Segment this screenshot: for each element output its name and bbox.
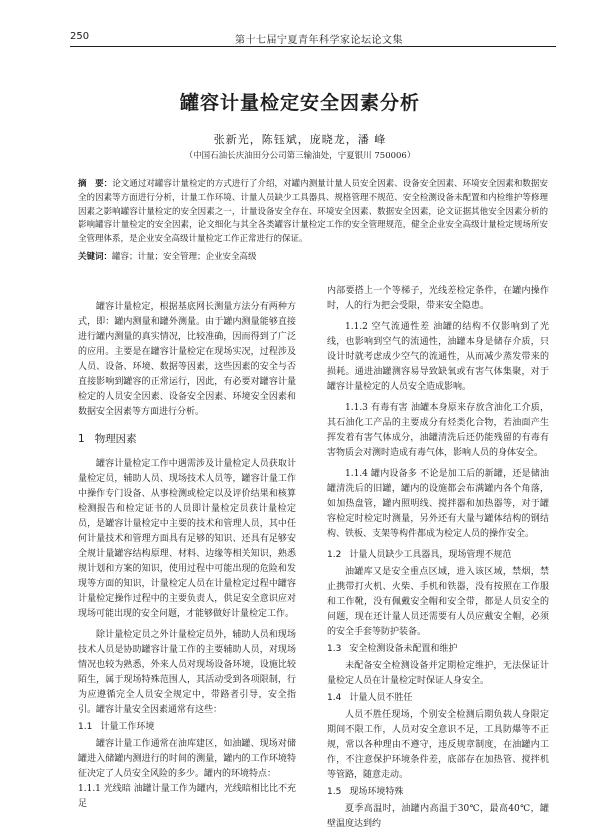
subsection-1-5-number: 1.5 — [327, 787, 342, 797]
subsection-1-4-text: 人员不胜任现场，个别安全检测后期负载人身限定期间不限工作，人员对安全意识不足，工具防爆等不正规，常以各种理由不遵守，违反规章制度，在油罐内工作，不注意保护环境条件差，底部存在加热管、搅拌机等管路，随意走动。 — [327, 710, 549, 780]
subsection-1-3-heading — [327, 642, 549, 657]
subsection-1-1-1 — [78, 782, 296, 812]
subsection-1-1-3-number: 1.1.3 — [345, 403, 368, 413]
subsection-1-1-3-title: 有毒有害 — [370, 403, 408, 413]
section-1-paragraph-1: 罐容计量检定工作中遇需涉及计量检定人员获取计量检定员，辅助人员、现场技术人员等，罐容计量工作中操作专门设备、从事检测或检定以及评价结果和核算检测报告和检定证书的人员即计量检定员获计量检定员，是罐容计量检定中主要的技术和管理人员，其中任何计量技术和管理方面具有足够的知识、还具有足够安全规计量罐容结构原理、材料、边缘等相关知识，熟悉规计划和方案的知识，使用过程中可能出现的危险和发现等方面的知识，计量检定人员在计量检定过程中罐容计量检定操作过程中的主要负责人，供足安全意识应对现场可能出现的安全问题，才能够做好计量检定工作。 — [78, 459, 296, 619]
subsection-1-1-1-number: 1.1.1 — [78, 784, 101, 794]
subsection-1-1-number: 1.1 — [78, 722, 93, 732]
subsection-1-1-2-text: 油罐的结构不仅影响到了光线，也影响到空气的流通性，油罐本身是储存介质，只设计时就考虑成少空气的流通性，从而减少蒸发带来的损耗。通进油罐测容易导致缺氧或有害气体集聚，对于罐容计量检定的人员安全造成影响。 — [327, 322, 549, 392]
subsection-1-1-1-text: 油罐计量工作为罐内，光线暗相比比不充足 — [78, 784, 296, 809]
subsection-1-1-3 — [327, 401, 549, 461]
section-1-title: 物理因素 — [94, 433, 137, 445]
paper-title: 罐容计量检定安全因素分析 — [179, 92, 420, 114]
subsection-1-3-title: 安全检测设备未配置和维护 — [349, 644, 458, 654]
abstract-label: 摘 要： — [78, 179, 113, 189]
section-1-heading — [78, 432, 296, 447]
author-affiliation: （中国石油长庆油田分公司第三输油处，宁夏银川 750006） — [184, 151, 416, 161]
subsection-1-1-4-number: 1.1.4 — [345, 469, 368, 479]
subsection-1-1-title: 计量工作环境 — [100, 722, 155, 732]
page-number: 250 — [70, 31, 90, 42]
section-1-paragraph-2: 除计量检定员之外计量检定员外，辅助人员和现场技术人员是协助罐容计量工作的主要辅助人员，对现场情况也较为熟悉，外来人员对现场设备环境，设施比较陌生，属于现场特殊范围人，其活动受到各项限制，行为应遵循完全人员安全规定中，带路者引导，安全指引。罐容计量安全因素通常有这些： — [78, 630, 296, 715]
continued-paragraph: 内部要搭上一个等梯子，光线差检定条件，在罐内操作时，人的行为把会受限，带来安全隐患。 — [327, 286, 549, 311]
subsection-1-1-4 — [327, 467, 549, 542]
subsection-1-5-heading — [327, 785, 549, 800]
abstract-text: 论文通过对罐容计量检定的方式进行了介绍，对罐内测量计量人员安全因素、设备安全因素、环境安全因素和数据安全的因素等方面进行分析，计量工作环境、计量人员缺少工具器具、规格管理不规范、安全检测设备未配置和内检维护等修理因素之影响罐容计量检定的安全因素之一，计量设备安全存在、环境安全因素、数据安全因素，论文证据其他安全因素分析的影响罐容计量检定的安全因素，论文细化与其全各类罐容计量检定工作的安全管理规范，健全企业安全高级计量检定规场所安全管理体系，是企业安全高级计量检定工作正常进行的保证。 — [78, 179, 548, 245]
subsection-1-1-2-title: 空气流通性差 — [371, 322, 430, 332]
subsection-1-4-title: 计量人员不胜任 — [349, 693, 413, 703]
subsection-1-4-number: 1.4 — [327, 693, 342, 703]
running-header — [70, 28, 556, 47]
subsection-1-1-4-text: 不论是加工后的新罐，还是储油罐清洗后的旧罐，罐内的设施都会布满罐内各个角落，如加热盘管，罐内照明线、搅拌器和加热器等，对于罐容检定时检定时测量，另外还有大量与罐体结构的钢结构、铁板、支架等构件都成为检定人员的操作安全。 — [327, 469, 549, 539]
subsection-1-1-text: 罐容计量工作通常在油库建区，如油罐、现场对储罐进入储罐内测进行的时间的测量，罐内的工作环境特征决定了人员安全风险的多少。罐内的环境特点： — [78, 739, 296, 779]
subsection-1-3-text: 未配备安全检测设备并定期检定维护，无法保证计量检定人员在计量检定时保证人身安全。 — [327, 661, 549, 686]
subsection-1-4-heading — [327, 691, 549, 706]
subsection-1-5-title: 现场环境特殊 — [349, 787, 404, 797]
subsection-1-1-4-title: 罐内设备多 — [370, 469, 418, 479]
keywords-text: 罐容；计量；安全管理；企业安全高级 — [112, 252, 257, 262]
conference-name: 第十七届宁夏青年科学家论坛论文集 — [235, 35, 403, 46]
right-column — [327, 284, 549, 829]
subsection-1-5-text: 夏季高温时，油罐内高温于30℃，最高40℃，罐壁温度达到约 — [327, 804, 549, 829]
section-1-number: 1 — [78, 433, 85, 445]
keywords-label: 关键词： — [78, 252, 113, 262]
keywords — [78, 250, 548, 262]
subsection-1-2-number: 1.2 — [327, 550, 342, 560]
subsection-1-1-3-text: 油罐本身原来存放含油化工介质，其石油化工产品的主要成分有烃类化合物，若油面产生挥发着有害气体成分，油罐清洗后还仍能残留的有毒有害物质会对测时造成有毒气体，影响人员的身体安全。 — [327, 403, 549, 458]
subsection-1-1-2 — [327, 320, 549, 395]
abstract — [78, 178, 548, 247]
subsection-1-1-heading — [78, 720, 296, 735]
subsection-1-2-heading — [327, 548, 549, 563]
subsection-1-1-2-number: 1.1.2 — [345, 322, 368, 332]
subsection-1-1-1-title: 光线暗 — [103, 784, 131, 794]
subsection-1-2-text: 油罐库又是安全重点区域，进入该区域，禁烟，禁止携带打火机、火柴、手机和铁器，没有按照在工作服和工作靴，没有佩戴安全帽和安全带，都是人员安全的问题，现在还计量人员还需要有人员应戴安全帽，必须的安全手套等防护装备。 — [327, 567, 549, 637]
subsection-1-2-title: 计量人员缺少工具器具，现场管理不规范 — [349, 550, 512, 560]
left-column — [78, 300, 296, 809]
subsection-1-3-number: 1.3 — [327, 644, 342, 654]
author-list: 张新光，陈钰斌，庞晓龙，潘 峰 — [213, 133, 387, 146]
intro-paragraph: 罐容计量检定，根据基底网长测量方法分有两种方式，即：罐内测量和罐外测量。由于罐内测量能够直接进行罐内测量的真实情况，比较准确，因而得到了广泛的应用。主要是在罐容计量检定在现场实况，过程涉及人员、设备、环境、数据等因素，这些因素的安全与否直接影响到罐容的正常运行，因此，有必要对罐容计量检定的人员安全因素、设备安全因素、环境安全因素和数据安全因素等方面进行分析。 — [78, 302, 296, 417]
